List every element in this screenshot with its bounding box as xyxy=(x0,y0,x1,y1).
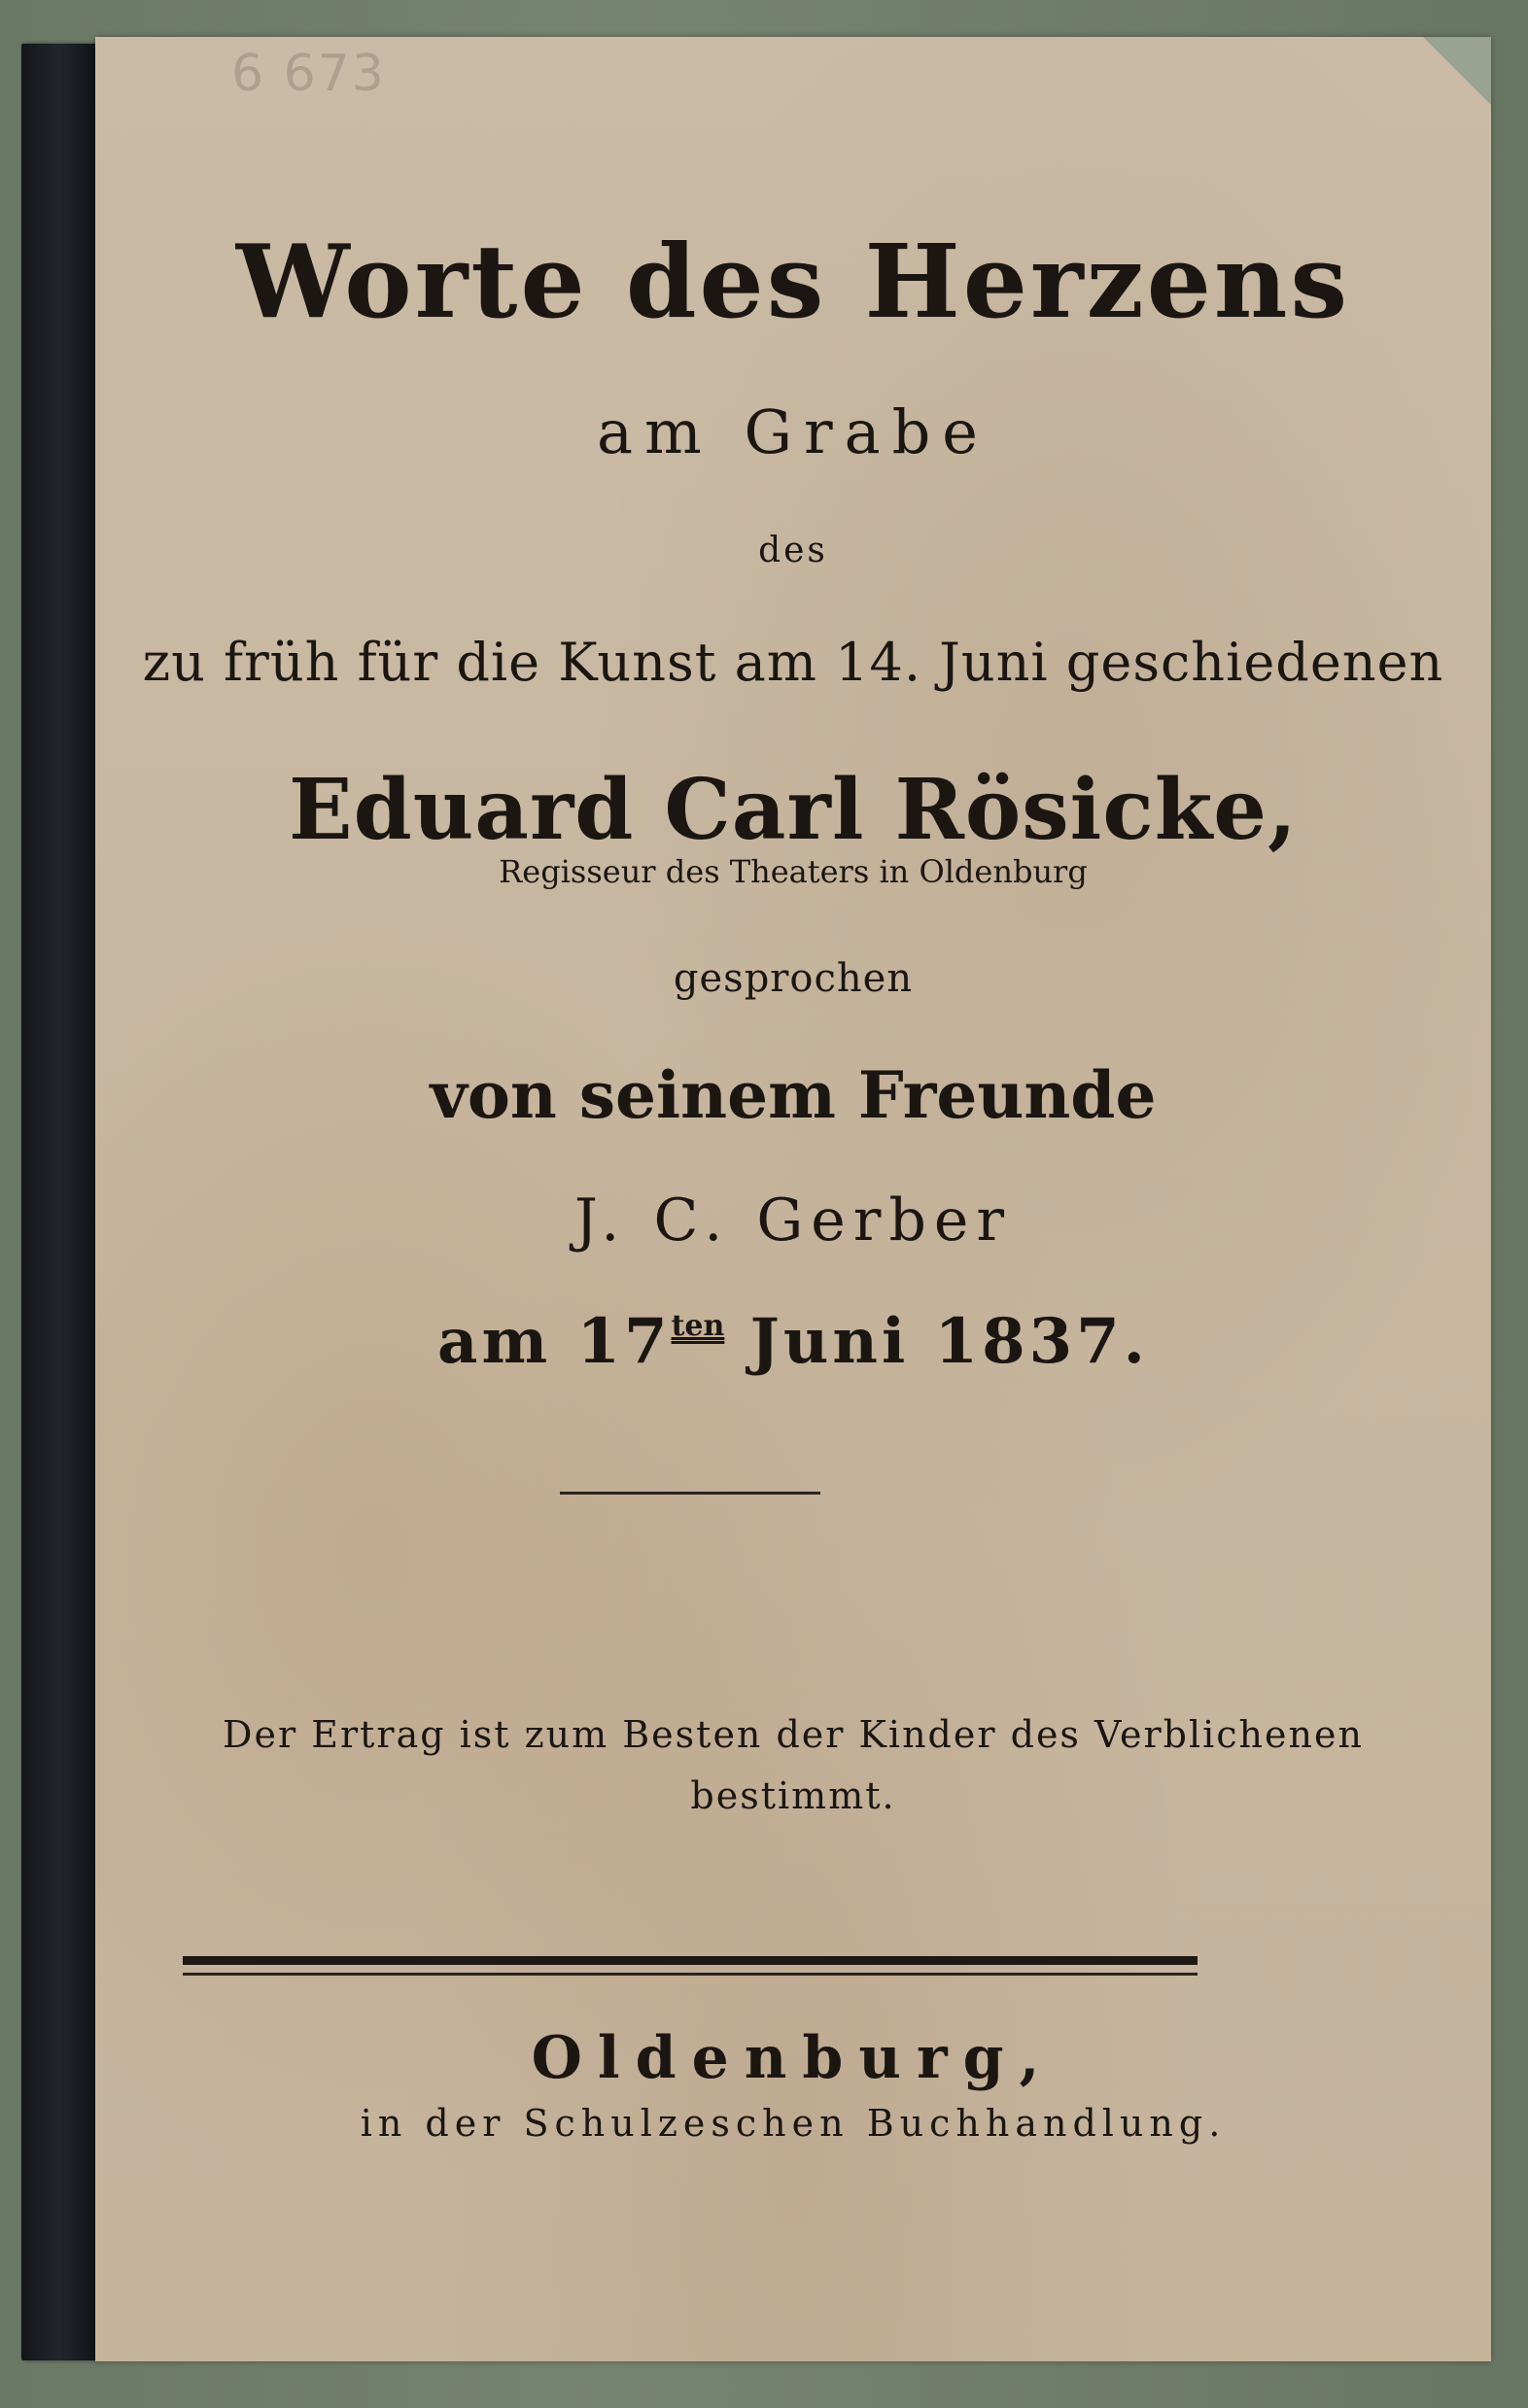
date-ordinal-suffix: ten xyxy=(671,1309,725,1343)
title-page xyxy=(95,37,1491,2361)
thick-divider xyxy=(183,1956,1198,1965)
line-zu-frueh: zu früh für die Kunst am 14. Juni geschiedenen xyxy=(142,632,1444,693)
thin-divider xyxy=(183,1973,1198,1976)
binding-spine xyxy=(21,44,97,2360)
author-name: J. C. Gerber xyxy=(573,1187,1013,1255)
imprint-place: Oldenburg, xyxy=(531,2024,1056,2092)
proceeds-note: Der Ertrag ist zum Besten der Kinder des Verblichenen xyxy=(223,1713,1364,1756)
short-divider xyxy=(560,1492,820,1495)
deceased-name: Eduard Carl Rösicke, xyxy=(289,761,1298,859)
date-prefix: am 17 xyxy=(437,1305,672,1378)
pencil-shelf-mark: 6 673 xyxy=(231,45,386,103)
imprint-publisher: in der Schulzeschen Buchhandlung. xyxy=(360,2102,1227,2145)
line-des: des xyxy=(758,531,828,570)
date-line xyxy=(95,1305,1491,1378)
proceeds-note-end: bestimmt. xyxy=(690,1774,896,1817)
date-rest: Juni 1837. xyxy=(724,1305,1149,1378)
line-von-seinem-freunde: von seinem Freunde xyxy=(430,1057,1157,1133)
line-gesprochen: gesprochen xyxy=(673,956,914,1001)
line-am-grabe: am Grabe xyxy=(597,396,990,467)
document-title: Worte des Herzens xyxy=(235,222,1351,341)
torn-corner xyxy=(1423,37,1491,105)
deceased-role: Regisseur des Theaters in Oldenburg xyxy=(499,853,1088,890)
